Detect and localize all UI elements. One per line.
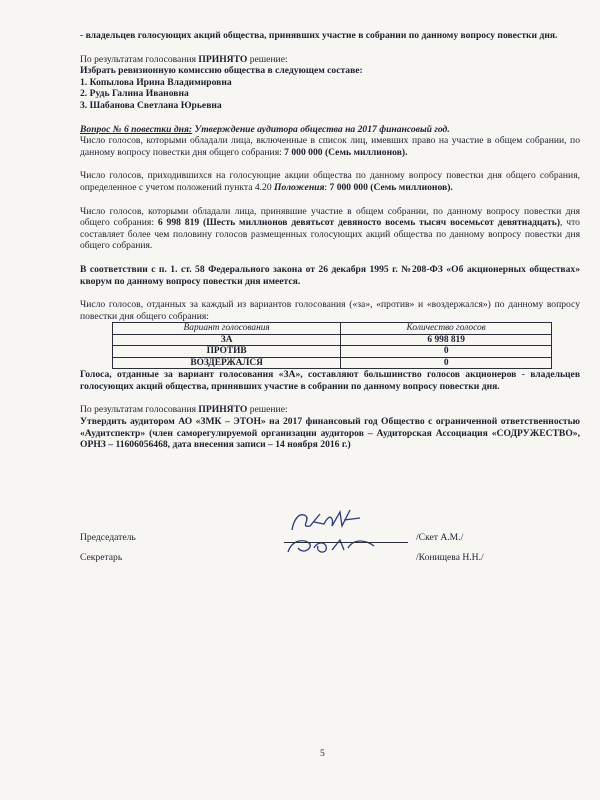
question-6-paragraph-2 xyxy=(80,170,580,193)
question-6-heading xyxy=(80,124,580,136)
table-row xyxy=(113,357,552,369)
question-6-title: Утверждение аудитора общества на 2017 финансовый год. xyxy=(192,123,450,135)
paragraph-3-rest: , что составляет более чем половину голосов размещенных голосующих акций общества по данному вопросу повестки дня общего собрания. xyxy=(80,217,580,252)
handwritten-signatures xyxy=(270,500,400,562)
decision-1-header xyxy=(80,54,580,66)
page-number: 5 xyxy=(320,748,325,759)
chairman-signature xyxy=(292,510,360,530)
paragraph-1-value: 7 000 000 (Семь миллионов). xyxy=(284,146,408,158)
question-6-paragraph-3 xyxy=(80,206,580,252)
chairman-role: Председатель xyxy=(80,532,136,543)
secretary-role: Секретарь xyxy=(80,552,123,563)
member-item: 2. Рудь Галина Ивановна xyxy=(80,88,189,100)
vote-option: ЗА xyxy=(113,334,341,346)
vote-count: 0 xyxy=(341,357,552,369)
vote-option: ПРОТИВ xyxy=(113,346,341,358)
paragraph-2-separator: : xyxy=(324,181,330,193)
vote-option: ВОЗДЕРЖАЛСЯ xyxy=(113,357,341,369)
majority-statement: Голоса, отданные за вариант голосования «ЗА», составляют большинство голосов акционеров - владельцев голосующих акций общества, принявших участие в собрании по данному вопросу повестки дня. xyxy=(80,369,580,392)
chairman-name: /Скет А.М./ xyxy=(416,532,464,543)
document-body xyxy=(80,30,580,451)
member-item: 1. Копылова Ирина Владимировна xyxy=(80,76,232,88)
votes-intro: Число голосов, отданных за каждый из вариантов голосования («за», «против» и «воздержался») по данному вопросу повестки дня общего собрания: xyxy=(80,299,580,322)
column-header-option: Вариант голосования xyxy=(113,323,341,335)
decision-2-prefix: По результатам голосования xyxy=(80,404,199,416)
table-row xyxy=(113,334,552,346)
decision-2-header xyxy=(80,404,580,416)
vote-count: 0 xyxy=(341,346,552,358)
chairman-signature-line xyxy=(284,542,408,543)
decision-1-accepted: ПРИНЯТО xyxy=(198,53,248,65)
paragraph-1-text: Число голосов, которыми обладали лица, включенные в список лиц, имевших право на участие в общем собрании, по данному вопросу повестки дня общего собрания: xyxy=(80,135,580,158)
paragraph-2-value: 7 000 000 (Семь миллионов). xyxy=(329,181,453,193)
decision-2-text: Утвердить аудитором АО «ЗМК – ЭТОН» на 2017 финансовый год Общество с ограниченной ответственностью «Аудитспектр» (член саморегулируемой организации аудиторов – Аудиторская Ассоциация «СОДРУЖЕСТВО», ОРНЗ – 11606056468, дата внесения записи – 14 ноября 2016 г.) xyxy=(80,416,580,451)
decision-2-suffix: решение: xyxy=(247,404,288,416)
continued-text: - владельцев голосующих акций общества, принявших участие в собрании по данному вопросу повестки дня. xyxy=(80,30,558,41)
table-row xyxy=(113,346,552,358)
paragraph-3-value: 6 998 819 (Шесть миллионов девятьсот девяносто восемь тысяч восемьсот девятнадцать) xyxy=(157,217,561,229)
decision-1-text: Избрать ревизионную комиссию общества в следующем составе: xyxy=(80,65,363,77)
paragraph-2-italic: Положения xyxy=(274,181,325,193)
paragraph-3-text: Число голосов, которыми обладали лица, принявшие участие в общем собрании, по данному вопросу повестки дня общего собрания: xyxy=(80,205,580,229)
decision-2-accepted: ПРИНЯТО xyxy=(198,404,248,416)
vote-count: 6 998 819 xyxy=(341,334,552,346)
decision-1-prefix: По результатам голосования xyxy=(80,53,199,65)
question-6-label: Вопрос № 6 повестки дня: xyxy=(80,123,193,135)
paragraph-2-text: Число голосов, приходившихся на голосующие акции общества по данному вопросу повестки дня общего собрания, определенное с учетом положений пункта 4.20 xyxy=(80,170,580,193)
votes-table xyxy=(112,322,552,369)
decision-1-suffix: решение: xyxy=(247,53,288,65)
question-6-paragraph-1 xyxy=(80,135,580,158)
commission-members-list xyxy=(80,77,580,112)
member-item: 3. Шабанова Светлана Юрьевна xyxy=(80,99,222,111)
quorum-statement: В соответствии с п. 1. ст. 58 Федерального закона от 26 декабря 1995 г. №208-ФЗ «Об акционерных обществах» кворум по данному вопросу повестки дня имеется. xyxy=(80,263,580,287)
column-header-count: Количество голосов xyxy=(341,323,552,335)
votes-table-header xyxy=(113,323,552,335)
secretary-name: /Конищева Н.Н./ xyxy=(416,552,484,563)
